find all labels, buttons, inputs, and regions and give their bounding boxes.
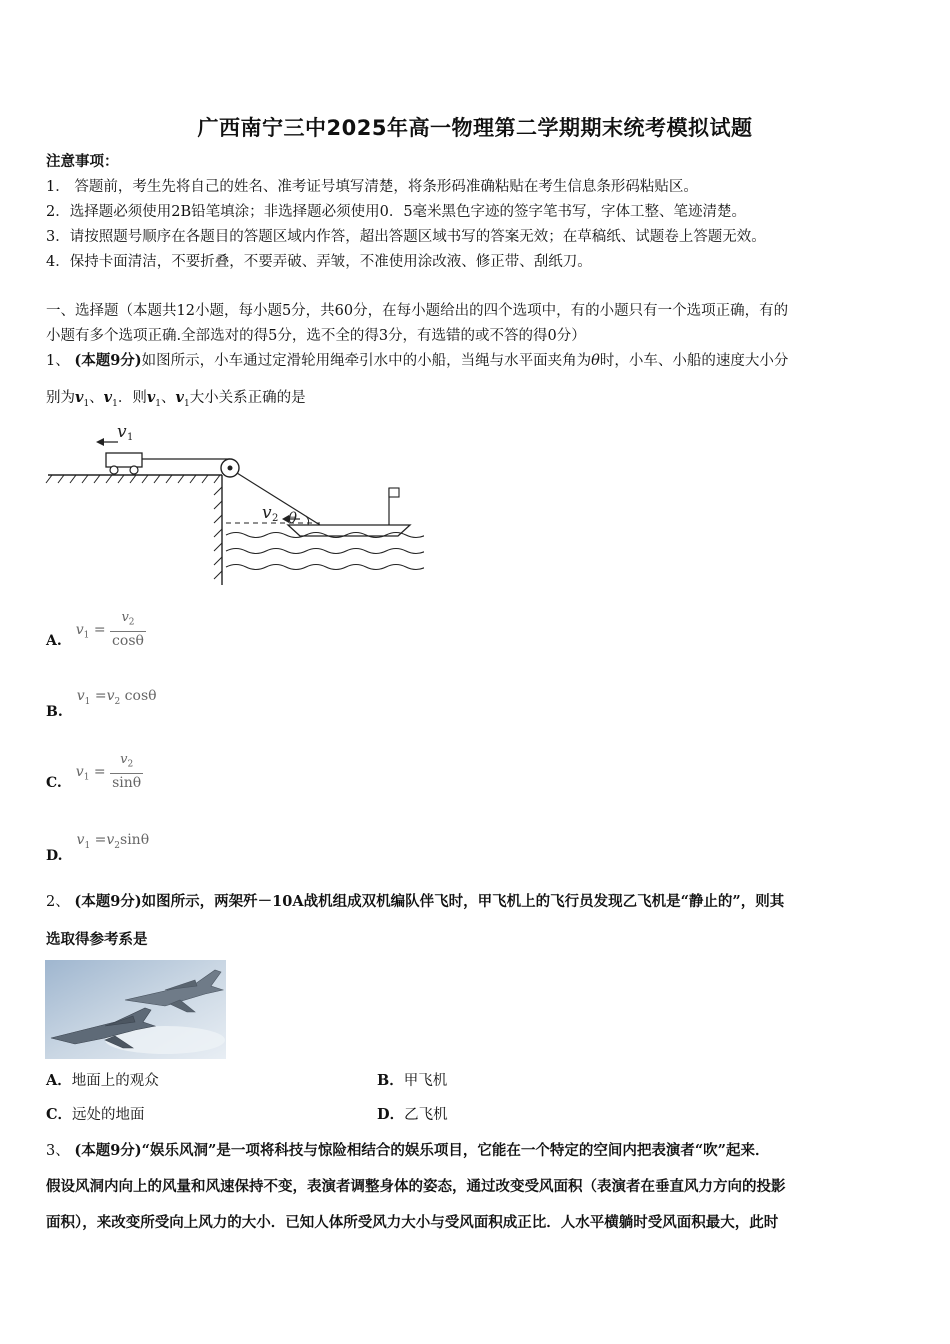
q1-c-den: sinθ <box>112 774 142 791</box>
q1-sep-a: 、 <box>89 390 104 406</box>
q1-option-d-formula <box>77 832 150 851</box>
cart-wheel-left <box>110 466 118 474</box>
q1-a-num-sub: 2 <box>128 617 135 628</box>
q1-c-fraction <box>110 752 143 792</box>
q2-option-c-text: 远处的地面 <box>72 1107 145 1123</box>
q1-a-den: cosθ <box>112 632 144 649</box>
q1-d-lhs-sub: 1 <box>84 840 91 851</box>
q2-option-a-text: 地面上的观众 <box>71 1073 159 1089</box>
q1-d-eq: = <box>94 832 107 848</box>
q1-text-e: 大小关系正确的是 <box>189 390 306 406</box>
q1-a-lhs-sub: 1 <box>83 630 90 641</box>
page-title: 广西南宁三中2025年高一物理第二学期期末统考模拟试题 <box>197 116 753 140</box>
v1-label-sub: 1 <box>127 432 134 443</box>
q1-v-a: v <box>75 389 84 406</box>
q1-pulley-figure <box>44 415 424 595</box>
q1-d-rhs-sub: 2 <box>114 840 121 851</box>
q1-b-rhs: v <box>106 688 115 704</box>
q3-number: 3、 <box>46 1143 70 1159</box>
q1-option-d-label: D. <box>46 848 63 864</box>
ground-hatch <box>46 475 220 483</box>
q1-option-c[interactable] <box>46 750 143 794</box>
q1-c-lhs: v <box>75 764 84 780</box>
q1-v-b-sub: 1 <box>112 398 118 409</box>
q1-v-d-sub: 1 <box>183 398 190 409</box>
q1-b-rhs-tail: cosθ <box>124 688 157 704</box>
q2-option-b-text: 甲飞机 <box>403 1073 448 1089</box>
cart-body <box>106 453 142 467</box>
q2-option-d[interactable] <box>377 1105 448 1125</box>
section-heading-line-2: 小题有多个选项正确.全部选对的得5分，选不全的得3分，有选错的或不答的得0分） <box>46 328 586 344</box>
q2-option-c-label: C． <box>46 1106 73 1123</box>
notice-item-2: 2．选择题必须使用2B铅笔填涂；非选择题必须使用0．5毫米黑色字迹的签字笔书写，字体工整、笔迹清楚。 <box>46 204 747 220</box>
q3-line-2: 假设风洞内向上的风量和风速保持不变，表演者调整身体的姿态，通过改变受风面积（表演者在垂直风力方向的投影 <box>46 1178 786 1195</box>
q1-option-a[interactable] <box>46 608 146 652</box>
q1-text-b: 时，小车、小船的速度大小分 <box>599 353 789 369</box>
notice-heading: 注意事项： <box>46 153 119 170</box>
q1-option-c-formula <box>76 752 143 792</box>
q1-v-d: v <box>175 389 184 406</box>
q2-points: (本题9分) <box>74 893 142 910</box>
q2-jet-photo <box>45 960 226 1059</box>
q1-b-rhs-sub: 2 <box>114 696 121 707</box>
q1-points: (本题9分) <box>74 352 142 369</box>
q2-option-b-label: B． <box>377 1072 404 1089</box>
q2-number: 2、 <box>46 894 70 910</box>
notice-item-4: 4．保持卡面清洁，不要折叠，不要弄破、弄皱，不准使用涂改液、修正带、刮纸刀。 <box>46 254 592 270</box>
q3-line-1 <box>46 1141 770 1161</box>
q1-option-b[interactable] <box>46 688 157 722</box>
pulley-axle <box>228 466 233 471</box>
q1-b-lhs: v <box>76 688 85 704</box>
q1-d-rhs-tail: sinθ <box>120 832 150 848</box>
q1-a-lhs: v <box>75 622 84 638</box>
q1-v-b: v <box>103 389 113 406</box>
v2-label: v <box>262 503 272 523</box>
q1-c-lhs-sub: 1 <box>83 772 90 783</box>
q1-v-c: v <box>146 389 156 406</box>
q1-b-eq: = <box>94 688 107 704</box>
water-waves <box>226 533 424 570</box>
q3-text-1: “娱乐风洞”是一项将科技与惊险相结合的娱乐项目，它能在一个特定的空间内把表演者“吹”起来． <box>141 1142 770 1159</box>
q1-v-c-sub: 1 <box>155 398 162 409</box>
q1-theta: θ <box>591 353 600 369</box>
q2-option-d-text: 乙飞机 <box>404 1107 448 1123</box>
v1-arrow-head <box>96 438 104 446</box>
q2-option-a-label: A． <box>46 1072 72 1089</box>
q1-option-b-label: B. <box>46 704 63 720</box>
q1-c-num-sub: 2 <box>127 759 134 770</box>
q1-b-lhs-sub: 1 <box>84 696 91 707</box>
q1-d-rhs: v <box>106 832 115 848</box>
q2-option-b[interactable] <box>377 1071 447 1091</box>
q3-line-3: 面积），来改变所受向上风力的大小．已知人体所受风力大小与受风面积成正比．人水平横躺时受风面积最大，此时 <box>46 1214 779 1231</box>
q1-a-num: v <box>121 610 129 626</box>
q1-option-d[interactable] <box>46 832 149 866</box>
q1-option-a-formula <box>76 610 146 650</box>
notice-item-1: 1． 答题前，考生先将自己的姓名、准考证号填写清楚，将条形码准确粘贴在考生信息条形码粘贴区。 <box>46 179 698 195</box>
q1-a-fraction <box>110 610 146 650</box>
q1-d-lhs: v <box>76 832 85 848</box>
q1-option-a-label: A. <box>46 633 62 649</box>
q1-a-eq: = <box>93 622 106 638</box>
q2-option-a[interactable] <box>46 1071 159 1091</box>
q1-c-num: v <box>120 752 128 768</box>
q1-number: 1、 <box>46 353 70 369</box>
theta-label: θ <box>288 509 298 527</box>
q2-line-1 <box>46 892 784 912</box>
notice-item-3: 3．请按照题号顺序在各题目的答题区域内作答，超出答题区域书写的答案无效；在草稿纸、试题卷上答题无效。 <box>46 229 766 245</box>
q1-text-d: ．则 <box>117 390 147 406</box>
q2-text-1: 如图所示，两架歼－10A战机组成双机编队伴飞时，甲飞机上的飞行员发现乙飞机是“静止的”，则其 <box>141 893 785 910</box>
q1-text-a: 如图所示，小车通过定滑轮用绳牵引水中的小船，当绳与水平面夹角为 <box>141 353 592 369</box>
boat-flag <box>389 488 399 497</box>
q1-option-c-label: C. <box>46 775 62 791</box>
q1-sep-b: 、 <box>161 390 176 406</box>
v1-label: v <box>117 422 127 442</box>
q1-line-1 <box>46 351 788 371</box>
q1-v-a-sub: 1 <box>83 398 90 409</box>
q2-line-2: 选取得参考系是 <box>46 931 148 948</box>
section-heading-line-1: 一、选择题（本题共12小题，每小题5分，共60分，在每小题给出的四个选项中，有的小题只有一个选项正确，有的 <box>46 303 789 319</box>
wall-hatch <box>214 487 222 579</box>
q1-line-2 <box>46 388 306 414</box>
v2-label-sub: 2 <box>272 513 279 524</box>
q1-option-b-formula <box>77 688 157 707</box>
q1-text-c: 别为 <box>46 390 75 406</box>
q3-points: (本题9分) <box>74 1142 142 1159</box>
q2-option-d-label: D． <box>377 1106 405 1123</box>
q1-c-eq: = <box>93 764 106 780</box>
cart-wheel-right <box>130 466 138 474</box>
q2-option-c[interactable] <box>46 1105 145 1125</box>
